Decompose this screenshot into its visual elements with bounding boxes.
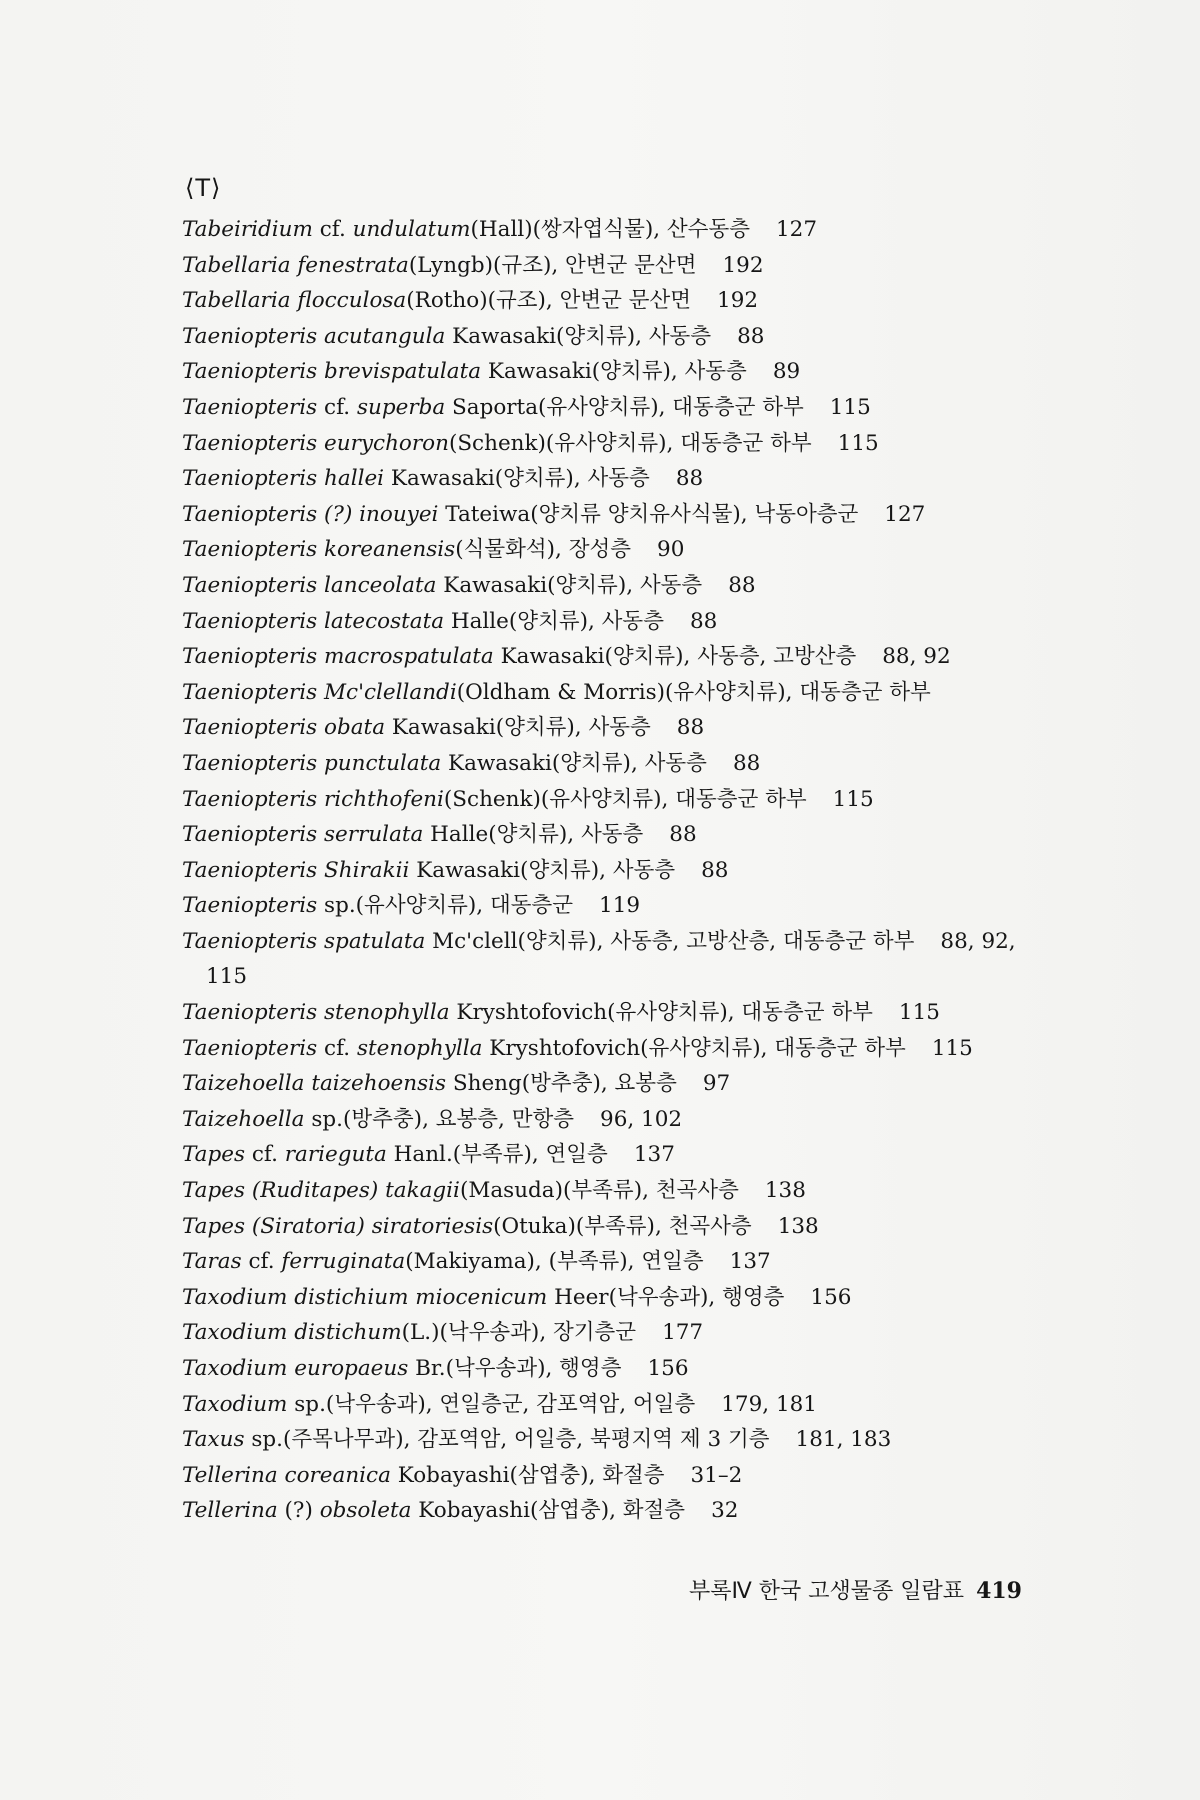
taxon-name: Tapes — [182, 1142, 246, 1168]
taxon-qualifier: cf. — [317, 394, 357, 420]
taxon-name: Taeniopteris richthofeni — [182, 786, 444, 812]
taxon-name: Taeniopteris serrulata — [182, 822, 424, 848]
taxon-name: Taeniopteris stenophylla — [182, 1000, 450, 1026]
taxon-name: Taeniopteris punctulata — [182, 750, 442, 776]
taxon-name: Taizehoella — [182, 1106, 305, 1132]
section-heading: ⟨T⟩ — [185, 174, 222, 202]
page-reference: 88 — [737, 323, 765, 349]
index-entry — [182, 1351, 1082, 1387]
taxon-name: Taeniopteris hallei — [182, 466, 385, 492]
page-footer — [689, 1574, 1022, 1605]
index-entry — [182, 1422, 1082, 1458]
entry-description: Hanl.(부족류), 연일층 — [386, 1142, 608, 1168]
taxon-name: Taeniopteris spatulata — [182, 928, 426, 954]
index-entry — [182, 995, 1082, 1031]
taxon-epithet: ferruginata — [281, 1249, 406, 1275]
index-entry — [182, 1493, 1082, 1529]
taxon-name: Taxus — [182, 1427, 245, 1453]
taxon-name: Taxodium distichum — [182, 1320, 402, 1346]
entry-description: Halle(양치류), 사동층 — [444, 608, 664, 634]
index-entry — [182, 319, 1082, 355]
page-reference: 115 — [931, 1035, 973, 1061]
entry-description: (Oldham & Morris)(유사양치류), 대동층군 하부 — [456, 679, 931, 705]
index-entry — [182, 1137, 1082, 1173]
page-number: 419 — [976, 1578, 1022, 1604]
entry-description: Kawasaki(양치류), 사동층 — [384, 466, 650, 492]
page-reference: 192 — [722, 252, 764, 278]
index-entry — [182, 1244, 1082, 1280]
index-entry — [182, 604, 1082, 640]
index-entry — [182, 1173, 1082, 1209]
taxon-name: Taeniopteris Mc'clellandi — [182, 679, 457, 705]
entry-description: (Masuda)(부족류), 천곡사층 — [459, 1178, 739, 1204]
entry-description: (Otuka)(부족류), 천곡사층 — [493, 1213, 752, 1239]
taxon-epithet: obsoleta — [319, 1498, 412, 1524]
page-reference: 137 — [729, 1249, 771, 1275]
index-entry — [182, 746, 1082, 782]
page-reference: 90 — [657, 537, 685, 563]
page-reference: 88 — [669, 822, 697, 848]
index-entry — [182, 1458, 1082, 1494]
entry-description: Kawasaki(양치류), 사동층 — [441, 750, 707, 776]
page-reference: 31–2 — [690, 1462, 743, 1488]
entry-description: (Makiyama), (부족류), 연일층 — [405, 1249, 704, 1275]
page-reference: 115 — [898, 1000, 940, 1026]
taxon-name: Taizehoella taizehoensis — [182, 1071, 447, 1097]
page-reference-continued: 115 — [206, 964, 248, 990]
page-reference: 192 — [717, 288, 759, 314]
taxon-qualifier: (?) — [277, 1498, 320, 1524]
index-entry — [182, 390, 1082, 426]
page-reference: 89 — [772, 359, 801, 385]
page-reference: 96, 102 — [600, 1106, 683, 1132]
page-reference: 115 — [837, 430, 879, 456]
page-reference: 179, 181 — [721, 1391, 817, 1417]
taxon-qualifier: sp. — [304, 1106, 343, 1132]
index-entry — [182, 710, 1082, 746]
page-reference: 88 — [732, 750, 761, 776]
taxon-name: Taeniopteris macrospatulata — [182, 644, 494, 670]
entry-description: Kawasaki(양치류), 사동층 — [409, 857, 676, 883]
entry-description: (L.)(낙우송과), 장기층군 — [401, 1320, 637, 1346]
footer-label: 부록Ⅳ 한국 고생물종 일람표 — [689, 1579, 965, 1604]
taxon-qualifier: cf. — [241, 1249, 282, 1275]
index-entry — [182, 283, 1082, 319]
index-entry — [182, 1315, 1082, 1351]
entry-description: (Rotho)(규조), 안변군 문산면 — [406, 288, 692, 314]
page-reference: 177 — [662, 1320, 704, 1346]
taxon-name: Taeniopteris koreanensis — [182, 537, 456, 563]
taxon-epithet: stenophylla — [356, 1035, 483, 1061]
page-reference: 181, 183 — [795, 1427, 892, 1453]
entry-description: (유사양치류), 대동층군 — [355, 893, 574, 919]
entry-description: Saporta(유사양치류), 대동층군 하부 — [445, 394, 804, 420]
taxon-qualifier: cf. — [312, 217, 353, 242]
entry-description: (Hall)(쌍자엽식물), 산수동층 — [470, 217, 750, 242]
entry-description: (낙우송과), 연일층군, 감포역암, 어일층 — [325, 1391, 696, 1417]
taxon-qualifier: cf. — [245, 1142, 285, 1168]
page-reference: 137 — [633, 1142, 675, 1168]
taxon-name: Taxodium europaeus — [182, 1356, 409, 1381]
index-entry — [182, 853, 1082, 889]
entry-description: Kawasaki(양치류), 사동층 — [385, 715, 651, 741]
index-entry — [182, 354, 1082, 390]
taxon-name: Taeniopteris Shirakii — [182, 857, 410, 883]
page-reference: 88 — [728, 572, 756, 598]
entry-description: (방추충), 요봉층, 만항층 — [342, 1106, 575, 1132]
index-entry — [182, 1209, 1082, 1245]
entry-description: (Schenk)(유사양치류), 대동층군 하부 — [443, 786, 807, 812]
entry-list — [182, 212, 1082, 1529]
page-reference: 88, 92, — [940, 928, 1016, 954]
taxon-name: Tellerina coreanica — [182, 1462, 391, 1488]
taxon-name: Taeniopteris (?) inouyei — [182, 501, 439, 527]
index-entry — [182, 212, 1082, 248]
index-entry — [182, 568, 1082, 604]
index-entry — [182, 639, 1082, 675]
index-entry — [182, 1102, 1082, 1138]
index-entry — [182, 461, 1082, 497]
taxon-epithet: rarieguta — [284, 1142, 387, 1168]
taxon-name: Taeniopteris brevispatulata — [182, 359, 482, 385]
page-reference: 88 — [676, 715, 705, 741]
entry-description: Kawasaki(양치류), 사동층 — [481, 359, 747, 385]
page-reference: 97 — [702, 1071, 731, 1097]
taxon-qualifier: sp. — [287, 1391, 326, 1417]
index-entry — [182, 532, 1082, 568]
entry-description: Halle(양치류), 사동층 — [423, 822, 644, 848]
page-reference: 156 — [647, 1356, 689, 1381]
page-reference: 88, 92 — [882, 644, 951, 670]
index-entry — [182, 1066, 1082, 1102]
taxon-name: Taras — [182, 1249, 242, 1275]
page-reference: 127 — [775, 217, 818, 242]
page-reference: 115 — [832, 786, 874, 812]
taxon-name: Tabellaria flocculosa — [182, 288, 407, 314]
taxon-epithet: superba — [356, 394, 446, 420]
entry-description: Kryshtofovich(유사양치류), 대동층군 하부 — [449, 1000, 873, 1026]
taxon-name: Taeniopteris — [182, 1035, 318, 1061]
index-entry — [182, 675, 1082, 711]
entry-description: (Lyngb)(규조), 안변군 문산면 — [408, 252, 697, 278]
entry-description: Sheng(방추충), 요봉층 — [446, 1071, 677, 1097]
entry-description: (Schenk)(유사양치류), 대동층군 하부 — [448, 430, 812, 456]
index-entry — [182, 248, 1082, 284]
index-entry — [182, 782, 1082, 818]
page-reference: 138 — [777, 1213, 819, 1239]
taxon-qualifier: cf. — [317, 1035, 357, 1061]
page-reference: 119 — [599, 893, 641, 919]
taxon-name: Taeniopteris acutangula — [182, 323, 446, 349]
page-reference: 156 — [810, 1284, 852, 1310]
taxon-name: Taeniopteris lanceolata — [182, 572, 437, 598]
index-entry — [182, 497, 1082, 533]
index-entry — [182, 1031, 1082, 1067]
taxon-name: Taxodium — [182, 1391, 288, 1417]
taxon-qualifier: sp. — [244, 1427, 283, 1453]
taxon-name: Taxodium distichium miocenicum — [182, 1284, 548, 1310]
taxon-name: Taeniopteris — [182, 394, 318, 420]
entry-description: Tateiwa(양치류 양치유사식물), 낙동아층군 — [438, 501, 859, 527]
taxon-name: Taeniopteris eurychoron — [182, 430, 449, 456]
index-entry — [182, 888, 1082, 924]
index-entry — [182, 1280, 1082, 1316]
index-entry — [182, 426, 1082, 462]
entry-description: Br.(낙우송과), 행영층 — [408, 1356, 622, 1381]
page-reference: 138 — [764, 1178, 806, 1204]
entry-description: Kawasaki(양치류), 사동층 — [436, 572, 703, 598]
index-entry — [182, 924, 1082, 995]
entry-description: Kobayashi(삼엽충), 화절층 — [390, 1462, 665, 1488]
page-reference: 88 — [689, 608, 718, 634]
entry-description: Kobayashi(삼엽충), 화절층 — [411, 1498, 686, 1524]
entry-description: Kawasaki(양치류), 사동층 — [445, 323, 712, 349]
taxon-epithet: undulatum — [352, 217, 471, 242]
taxon-name: Tapes (Siratoria) siratoriesis — [182, 1213, 494, 1239]
index-entry — [182, 817, 1082, 853]
page-reference: 32 — [711, 1498, 739, 1524]
index-entry — [182, 1387, 1082, 1423]
entry-description: Kryshtofovich(유사양치류), 대동층군 하부 — [482, 1035, 906, 1061]
taxon-name: Tapes (Ruditapes) takagii — [182, 1178, 460, 1204]
page-reference: 115 — [829, 394, 871, 420]
page-reference: 88 — [701, 857, 729, 883]
page-reference: 127 — [884, 501, 926, 527]
page-reference: 88 — [675, 466, 704, 492]
taxon-qualifier: sp. — [317, 893, 356, 919]
entry-description: Mc'clell(양치류), 사동층, 고방산층, 대동층군 하부 — [425, 928, 915, 954]
taxon-name: Taeniopteris — [182, 893, 318, 919]
entry-description: (식물화석), 장성층 — [455, 537, 632, 563]
taxon-name: Taeniopteris obata — [182, 715, 386, 741]
taxon-name: Tellerina — [182, 1498, 278, 1524]
entry-description: Kawasaki(양치류), 사동층, 고방산층 — [493, 644, 857, 670]
entry-description: (주목나무과), 감포역암, 어일층, 북평지역 제 3 기층 — [282, 1427, 770, 1453]
taxon-name: Taeniopteris latecostata — [182, 608, 445, 634]
entry-description: Heer(낙우송과), 행영층 — [547, 1284, 785, 1310]
taxon-name: Tabeiridium — [182, 217, 313, 242]
taxon-name: Tabellaria fenestrata — [182, 252, 409, 278]
